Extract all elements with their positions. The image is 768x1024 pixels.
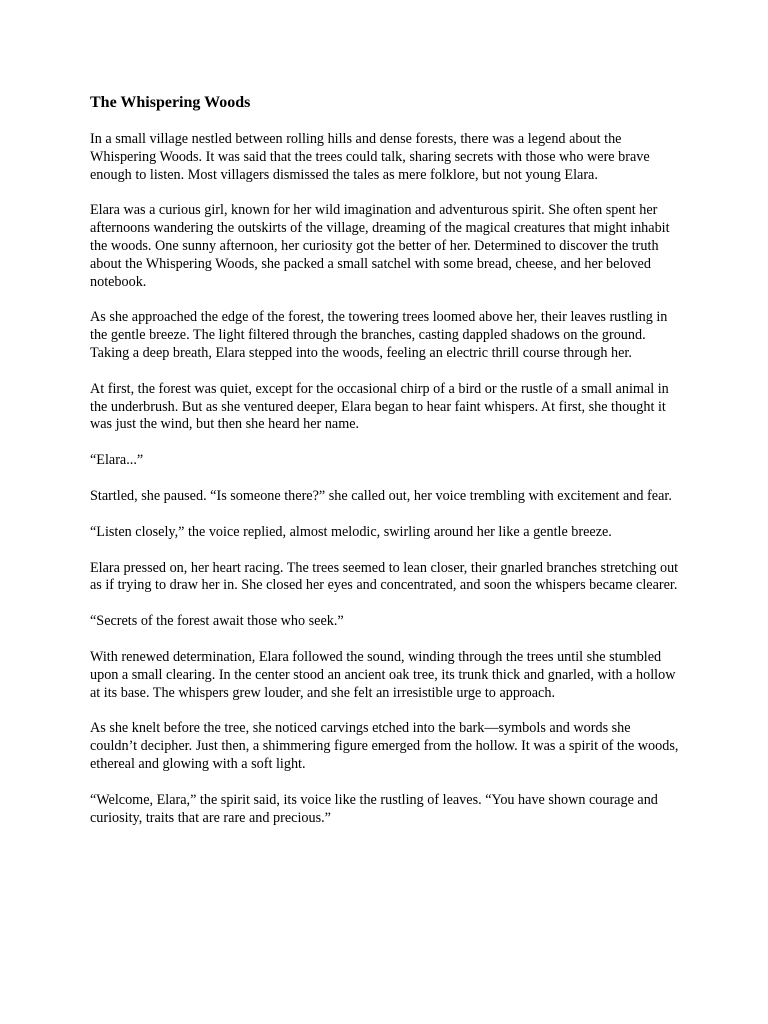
paragraph: “Secrets of the forest await those who seek.”: [90, 613, 344, 630]
paragraph: In a small village nestled between rolling hills and dense forests, there was a legend about the Whispering Woods. It was said that the trees could talk, sharing secrets with those who were brave enough to listen. Most villagers dismissed the tales as mere folklore, but not young Elara.: [90, 131, 650, 183]
paragraph: As she approached the edge of the forest, the towering trees loomed above her, their leaves rustling in the gentle breeze. The light filtered through the branches, casting dappled shadows on the ground. Taking a deep breath, Elara stepped into the woods, feeling an electric thrill course through her.: [90, 309, 668, 361]
paragraph: At first, the forest was quiet, except for the occasional chirp of a bird or the rustle of a small animal in the underbrush. But as she ventured deeper, Elara began to hear faint whispers. At first, she thought it was just the wind, but then she heard her name.: [90, 380, 669, 433]
paragraph: As she knelt before the tree, she noticed carvings etched into the bark—symbols and words she couldn’t decipher. Just then, a shimmering figure emerged from the hollow. It was a spirit of the woods, ethereal and glowing with a soft light.: [90, 720, 679, 772]
document-page: [90, 93, 680, 845]
paragraph: “Listen closely,” the voice replied, almost melodic, swirling around her like a gentle breeze.: [90, 523, 612, 540]
paragraph: Startled, she paused. “Is someone there?” she called out, her voice trembling with excitement and fear.: [90, 487, 672, 504]
paragraph: Elara pressed on, her heart racing. The trees seemed to lean closer, their gnarled branches stretching out as if trying to draw her in. She closed her eyes and concentrated, and soon the whispers became clearer.: [90, 559, 679, 594]
paragraph: “Elara...”: [90, 452, 144, 469]
paragraph: Elara was a curious girl, known for her wild imagination and adventurous spirit. She often spent her afternoons wandering the outskirts of the village, dreaming of the magical creatures that might inhabit the woods. One sunny afternoon, her curiosity got the better of her. Determined to discover the truth about the Whispering Woods, she packed a small satchel with some bread, cheese, and her beloved notebook.: [90, 202, 670, 290]
paragraph: With renewed determination, Elara followed the sound, winding through the trees until she stumbled upon a small clearing. In the center stood an ancient oak tree, its trunk thick and gnarled, with a hollow at its base. The whispers grew louder, and she felt an irresistible urge to approach.: [90, 648, 676, 701]
paragraph: “Welcome, Elara,” the spirit said, its voice like the rustling of leaves. “You have shown courage and curiosity, traits that are rare and precious.”: [90, 791, 658, 826]
document-title: The Whispering Woods: [90, 94, 251, 111]
